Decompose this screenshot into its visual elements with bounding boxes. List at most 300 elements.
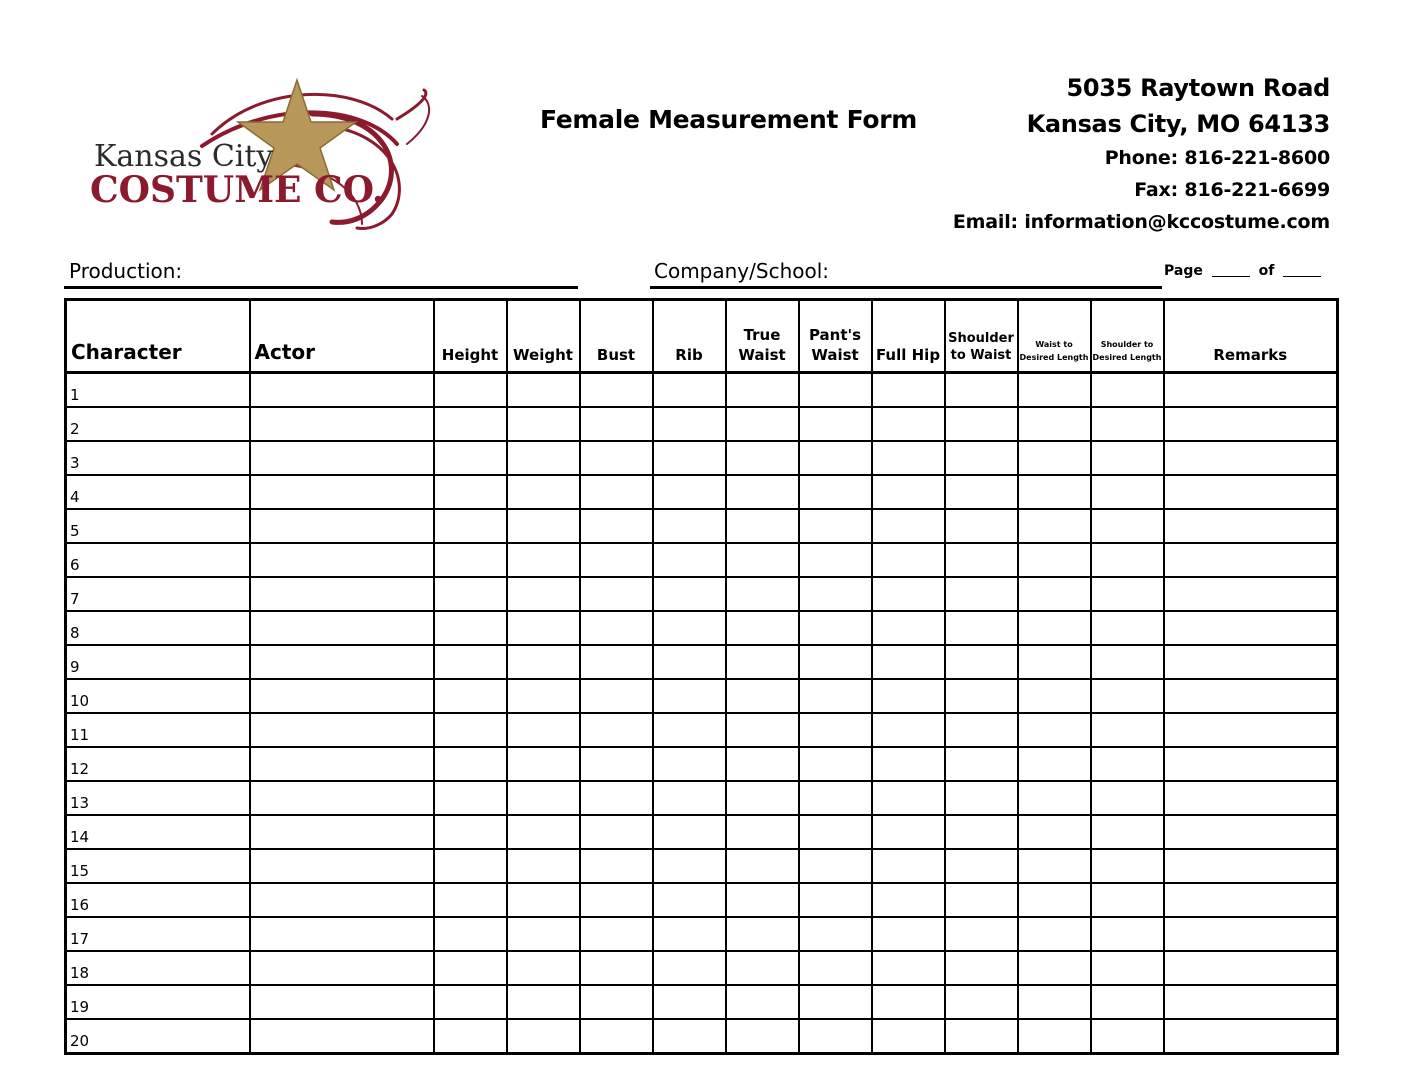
cell-character[interactable] xyxy=(66,781,250,815)
cell-rib[interactable] xyxy=(653,883,726,917)
cell-character[interactable] xyxy=(66,951,250,985)
cell-pants-waist[interactable] xyxy=(799,373,872,408)
cell-character[interactable] xyxy=(66,883,250,917)
table-row xyxy=(66,883,1338,917)
header-height: Height xyxy=(434,300,507,373)
cell-waist-to-desired-length[interactable] xyxy=(1018,645,1091,679)
cell-actor[interactable] xyxy=(250,849,434,883)
address-line1: 5035 Raytown Road xyxy=(1066,74,1330,102)
cell-full-hip[interactable] xyxy=(872,373,945,408)
header-waist-to-desired-length: Waist to Desired Length xyxy=(1018,300,1091,373)
cell-remarks[interactable] xyxy=(1164,577,1338,611)
cell-full-hip[interactable] xyxy=(872,611,945,645)
table-row xyxy=(66,747,1338,781)
cell-actor[interactable] xyxy=(250,883,434,917)
cell-character[interactable] xyxy=(66,509,250,543)
cell-shoulder-to-waist[interactable] xyxy=(945,781,1018,815)
company-school-label: Company/School: xyxy=(654,259,830,283)
cell-bust[interactable] xyxy=(580,679,653,713)
cell-shoulder-to-desired-length[interactable] xyxy=(1091,475,1164,509)
cell-remarks[interactable] xyxy=(1164,951,1338,985)
cell-actor[interactable] xyxy=(250,815,434,849)
cell-waist-to-desired-length[interactable] xyxy=(1018,509,1091,543)
cell-actor[interactable] xyxy=(250,373,434,408)
cell-character[interactable] xyxy=(66,849,250,883)
cell-pants-waist[interactable] xyxy=(799,1019,872,1054)
cell-full-hip[interactable] xyxy=(872,747,945,781)
cell-shoulder-to-desired-length[interactable] xyxy=(1091,917,1164,951)
row-number: 8 xyxy=(70,624,80,642)
cell-rib[interactable] xyxy=(653,849,726,883)
cell-pants-waist[interactable] xyxy=(799,849,872,883)
cell-weight[interactable] xyxy=(507,883,580,917)
cell-shoulder-to-waist[interactable] xyxy=(945,713,1018,747)
cell-bust[interactable] xyxy=(580,577,653,611)
row-number: 13 xyxy=(70,794,90,812)
cell-pants-waist[interactable] xyxy=(799,611,872,645)
cell-actor[interactable] xyxy=(250,1019,434,1054)
cell-true-waist[interactable] xyxy=(726,441,799,475)
cell-actor[interactable] xyxy=(250,781,434,815)
cell-full-hip[interactable] xyxy=(872,951,945,985)
cell-shoulder-to-desired-length[interactable] xyxy=(1091,713,1164,747)
cell-bust[interactable] xyxy=(580,815,653,849)
cell-character[interactable] xyxy=(66,713,250,747)
cell-bust[interactable] xyxy=(580,713,653,747)
cell-true-waist[interactable] xyxy=(726,509,799,543)
cell-pants-waist[interactable] xyxy=(799,781,872,815)
cell-height[interactable] xyxy=(434,849,507,883)
cell-shoulder-to-desired-length[interactable] xyxy=(1091,815,1164,849)
cell-shoulder-to-desired-length[interactable] xyxy=(1091,407,1164,441)
cell-true-waist[interactable] xyxy=(726,985,799,1019)
cell-true-waist[interactable] xyxy=(726,815,799,849)
cell-pants-waist[interactable] xyxy=(799,883,872,917)
cell-character[interactable] xyxy=(66,543,250,577)
cell-full-hip[interactable] xyxy=(872,645,945,679)
cell-height[interactable] xyxy=(434,747,507,781)
cell-shoulder-to-waist[interactable] xyxy=(945,611,1018,645)
cell-character[interactable] xyxy=(66,577,250,611)
page-total-blank[interactable] xyxy=(1283,276,1321,277)
cell-actor[interactable] xyxy=(250,951,434,985)
cell-true-waist[interactable] xyxy=(726,679,799,713)
cell-actor[interactable] xyxy=(250,407,434,441)
cell-height[interactable] xyxy=(434,441,507,475)
table-row xyxy=(66,917,1338,951)
cell-shoulder-to-desired-length[interactable] xyxy=(1091,509,1164,543)
cell-shoulder-to-waist[interactable] xyxy=(945,849,1018,883)
cell-pants-waist[interactable] xyxy=(799,985,872,1019)
cell-true-waist[interactable] xyxy=(726,645,799,679)
cell-actor[interactable] xyxy=(250,747,434,781)
cell-shoulder-to-waist[interactable] xyxy=(945,985,1018,1019)
cell-true-waist[interactable] xyxy=(726,917,799,951)
cell-shoulder-to-waist[interactable] xyxy=(945,475,1018,509)
cell-remarks[interactable] xyxy=(1164,815,1338,849)
cell-waist-to-desired-length[interactable] xyxy=(1018,543,1091,577)
cell-waist-to-desired-length[interactable] xyxy=(1018,713,1091,747)
cell-waist-to-desired-length[interactable] xyxy=(1018,781,1091,815)
table-row xyxy=(66,407,1338,441)
cell-height[interactable] xyxy=(434,475,507,509)
cell-shoulder-to-waist[interactable] xyxy=(945,815,1018,849)
company-school-field[interactable] xyxy=(650,286,1162,289)
cell-height[interactable] xyxy=(434,781,507,815)
cell-rib[interactable] xyxy=(653,815,726,849)
cell-pants-waist[interactable] xyxy=(799,645,872,679)
cell-shoulder-to-desired-length[interactable] xyxy=(1091,747,1164,781)
cell-full-hip[interactable] xyxy=(872,543,945,577)
cell-height[interactable] xyxy=(434,611,507,645)
cell-waist-to-desired-length[interactable] xyxy=(1018,441,1091,475)
cell-rib[interactable] xyxy=(653,373,726,408)
row-number: 19 xyxy=(70,998,90,1016)
cell-remarks[interactable] xyxy=(1164,747,1338,781)
cell-shoulder-to-desired-length[interactable] xyxy=(1091,373,1164,408)
table-header-row xyxy=(66,300,1338,373)
cell-bust[interactable] xyxy=(580,1019,653,1054)
cell-waist-to-desired-length[interactable] xyxy=(1018,883,1091,917)
cell-rib[interactable] xyxy=(653,475,726,509)
cell-bust[interactable] xyxy=(580,407,653,441)
row-number: 1 xyxy=(70,386,80,404)
cell-full-hip[interactable] xyxy=(872,577,945,611)
cell-height[interactable] xyxy=(434,951,507,985)
cell-height[interactable] xyxy=(434,883,507,917)
cell-height[interactable] xyxy=(434,713,507,747)
row-number: 12 xyxy=(70,760,90,778)
cell-pants-waist[interactable] xyxy=(799,475,872,509)
cell-weight[interactable] xyxy=(507,781,580,815)
cell-weight[interactable] xyxy=(507,917,580,951)
cell-remarks[interactable] xyxy=(1164,849,1338,883)
cell-height[interactable] xyxy=(434,985,507,1019)
table-row xyxy=(66,951,1338,985)
cell-shoulder-to-desired-length[interactable] xyxy=(1091,883,1164,917)
cell-rib[interactable] xyxy=(653,951,726,985)
cell-shoulder-to-desired-length[interactable] xyxy=(1091,781,1164,815)
cell-full-hip[interactable] xyxy=(872,679,945,713)
cell-height[interactable] xyxy=(434,373,507,408)
cell-remarks[interactable] xyxy=(1164,611,1338,645)
cell-waist-to-desired-length[interactable] xyxy=(1018,679,1091,713)
cell-true-waist[interactable] xyxy=(726,1019,799,1054)
cell-actor[interactable] xyxy=(250,713,434,747)
cell-weight[interactable] xyxy=(507,577,580,611)
row-number: 11 xyxy=(70,726,90,744)
cell-weight[interactable] xyxy=(507,475,580,509)
cell-shoulder-to-waist[interactable] xyxy=(945,951,1018,985)
cell-waist-to-desired-length[interactable] xyxy=(1018,373,1091,408)
cell-height[interactable] xyxy=(434,917,507,951)
cell-pants-waist[interactable] xyxy=(799,407,872,441)
cell-full-hip[interactable] xyxy=(872,1019,945,1054)
cell-bust[interactable] xyxy=(580,509,653,543)
cell-full-hip[interactable] xyxy=(872,815,945,849)
row-number: 18 xyxy=(70,964,90,982)
cell-rib[interactable] xyxy=(653,611,726,645)
cell-shoulder-to-waist[interactable] xyxy=(945,747,1018,781)
cell-weight[interactable] xyxy=(507,645,580,679)
cell-actor[interactable] xyxy=(250,645,434,679)
cell-shoulder-to-waist[interactable] xyxy=(945,407,1018,441)
cell-character[interactable] xyxy=(66,1019,250,1054)
cell-waist-to-desired-length[interactable] xyxy=(1018,985,1091,1019)
cell-weight[interactable] xyxy=(507,509,580,543)
row-number: 20 xyxy=(70,1032,90,1050)
table-row xyxy=(66,679,1338,713)
cell-weight[interactable] xyxy=(507,849,580,883)
cell-weight[interactable] xyxy=(507,815,580,849)
table-row xyxy=(66,1019,1338,1054)
cell-true-waist[interactable] xyxy=(726,543,799,577)
cell-full-hip[interactable] xyxy=(872,781,945,815)
cell-shoulder-to-waist[interactable] xyxy=(945,679,1018,713)
cell-pants-waist[interactable] xyxy=(799,509,872,543)
row-number: 6 xyxy=(70,556,80,574)
cell-waist-to-desired-length[interactable] xyxy=(1018,407,1091,441)
cell-rib[interactable] xyxy=(653,713,726,747)
cell-bust[interactable] xyxy=(580,373,653,408)
cell-remarks[interactable] xyxy=(1164,373,1338,408)
cell-true-waist[interactable] xyxy=(726,747,799,781)
cell-character[interactable] xyxy=(66,815,250,849)
table-row xyxy=(66,475,1338,509)
cell-shoulder-to-waist[interactable] xyxy=(945,883,1018,917)
cell-pants-waist[interactable] xyxy=(799,543,872,577)
cell-remarks[interactable] xyxy=(1164,475,1338,509)
cell-character[interactable] xyxy=(66,645,250,679)
table-row xyxy=(66,373,1338,408)
cell-character[interactable] xyxy=(66,611,250,645)
contact-block xyxy=(953,70,1330,238)
cell-pants-waist[interactable] xyxy=(799,747,872,781)
cell-remarks[interactable] xyxy=(1164,645,1338,679)
cell-remarks[interactable] xyxy=(1164,679,1338,713)
cell-bust[interactable] xyxy=(580,441,653,475)
table-row xyxy=(66,543,1338,577)
cell-character[interactable] xyxy=(66,985,250,1019)
cell-rib[interactable] xyxy=(653,509,726,543)
cell-full-hip[interactable] xyxy=(872,883,945,917)
cell-true-waist[interactable] xyxy=(726,781,799,815)
cell-weight[interactable] xyxy=(507,441,580,475)
cell-pants-waist[interactable] xyxy=(799,917,872,951)
cell-true-waist[interactable] xyxy=(726,713,799,747)
cell-waist-to-desired-length[interactable] xyxy=(1018,475,1091,509)
cell-remarks[interactable] xyxy=(1164,509,1338,543)
cell-shoulder-to-waist[interactable] xyxy=(945,509,1018,543)
cell-height[interactable] xyxy=(434,509,507,543)
cell-pants-waist[interactable] xyxy=(799,679,872,713)
cell-actor[interactable] xyxy=(250,543,434,577)
cell-height[interactable] xyxy=(434,407,507,441)
header-actor: Actor xyxy=(250,300,434,373)
header-pants-waist: Pant's Waist xyxy=(799,300,872,373)
cell-shoulder-to-desired-length[interactable] xyxy=(1091,441,1164,475)
cell-true-waist[interactable] xyxy=(726,373,799,408)
cell-actor[interactable] xyxy=(250,475,434,509)
cell-remarks[interactable] xyxy=(1164,917,1338,951)
company-logo xyxy=(62,74,434,232)
cell-waist-to-desired-length[interactable] xyxy=(1018,917,1091,951)
cell-weight[interactable] xyxy=(507,611,580,645)
cell-weight[interactable] xyxy=(507,747,580,781)
cell-bust[interactable] xyxy=(580,611,653,645)
cell-actor[interactable] xyxy=(250,985,434,1019)
cell-shoulder-to-desired-length[interactable] xyxy=(1091,849,1164,883)
cell-shoulder-to-waist[interactable] xyxy=(945,645,1018,679)
cell-rib[interactable] xyxy=(653,543,726,577)
cell-character[interactable] xyxy=(66,679,250,713)
cell-rib[interactable] xyxy=(653,781,726,815)
cell-pants-waist[interactable] xyxy=(799,951,872,985)
cell-waist-to-desired-length[interactable] xyxy=(1018,611,1091,645)
cell-waist-to-desired-length[interactable] xyxy=(1018,747,1091,781)
cell-full-hip[interactable] xyxy=(872,985,945,1019)
cell-true-waist[interactable] xyxy=(726,849,799,883)
cell-bust[interactable] xyxy=(580,951,653,985)
cell-actor[interactable] xyxy=(250,679,434,713)
cell-rib[interactable] xyxy=(653,985,726,1019)
cell-remarks[interactable] xyxy=(1164,883,1338,917)
cell-character[interactable] xyxy=(66,917,250,951)
cell-shoulder-to-desired-length[interactable] xyxy=(1091,1019,1164,1054)
cell-remarks[interactable] xyxy=(1164,407,1338,441)
cell-full-hip[interactable] xyxy=(872,917,945,951)
cell-rib[interactable] xyxy=(653,441,726,475)
cell-bust[interactable] xyxy=(580,985,653,1019)
cell-true-waist[interactable] xyxy=(726,577,799,611)
cell-bust[interactable] xyxy=(580,917,653,951)
cell-weight[interactable] xyxy=(507,951,580,985)
cell-bust[interactable] xyxy=(580,781,653,815)
cell-weight[interactable] xyxy=(507,373,580,408)
cell-shoulder-to-desired-length[interactable] xyxy=(1091,611,1164,645)
cell-rib[interactable] xyxy=(653,577,726,611)
cell-weight[interactable] xyxy=(507,543,580,577)
logo-line2: COSTUME CO. xyxy=(90,169,385,211)
cell-actor[interactable] xyxy=(250,577,434,611)
cell-actor[interactable] xyxy=(250,509,434,543)
table-body xyxy=(66,373,1338,1054)
cell-waist-to-desired-length[interactable] xyxy=(1018,815,1091,849)
cell-height[interactable] xyxy=(434,1019,507,1054)
cell-full-hip[interactable] xyxy=(872,475,945,509)
cell-bust[interactable] xyxy=(580,747,653,781)
page-number-blank[interactable] xyxy=(1212,276,1250,277)
email-text: Email: information@kccostume.com xyxy=(952,211,1330,233)
cell-true-waist[interactable] xyxy=(726,951,799,985)
header-bust: Bust xyxy=(580,300,653,373)
cell-full-hip[interactable] xyxy=(872,509,945,543)
cell-shoulder-to-desired-length[interactable] xyxy=(1091,543,1164,577)
cell-full-hip[interactable] xyxy=(872,441,945,475)
cell-true-waist[interactable] xyxy=(726,611,799,645)
cell-bust[interactable] xyxy=(580,645,653,679)
cell-actor[interactable] xyxy=(250,441,434,475)
cell-remarks[interactable] xyxy=(1164,1019,1338,1054)
cell-waist-to-desired-length[interactable] xyxy=(1018,577,1091,611)
cell-remarks[interactable] xyxy=(1164,781,1338,815)
cell-remarks[interactable] xyxy=(1164,713,1338,747)
cell-pants-waist[interactable] xyxy=(799,713,872,747)
cell-pants-waist[interactable] xyxy=(799,577,872,611)
cell-remarks[interactable] xyxy=(1164,441,1338,475)
cell-height[interactable] xyxy=(434,543,507,577)
cell-remarks[interactable] xyxy=(1164,543,1338,577)
row-number: 16 xyxy=(70,896,90,914)
row-number: 7 xyxy=(70,590,80,608)
cell-character[interactable] xyxy=(66,475,250,509)
cell-true-waist[interactable] xyxy=(726,475,799,509)
cell-shoulder-to-waist[interactable] xyxy=(945,373,1018,408)
cell-shoulder-to-waist[interactable] xyxy=(945,1019,1018,1054)
cell-character[interactable] xyxy=(66,373,250,408)
cell-shoulder-to-waist[interactable] xyxy=(945,543,1018,577)
cell-actor[interactable] xyxy=(250,917,434,951)
cell-shoulder-to-desired-length[interactable] xyxy=(1091,951,1164,985)
cell-height[interactable] xyxy=(434,645,507,679)
cell-bust[interactable] xyxy=(580,475,653,509)
cell-rib[interactable] xyxy=(653,1019,726,1054)
cell-height[interactable] xyxy=(434,679,507,713)
cell-character[interactable] xyxy=(66,407,250,441)
cell-shoulder-to-waist[interactable] xyxy=(945,577,1018,611)
cell-height[interactable] xyxy=(434,815,507,849)
cell-character[interactable] xyxy=(66,441,250,475)
page-label: Page xyxy=(1164,263,1203,279)
cell-pants-waist[interactable] xyxy=(799,441,872,475)
cell-true-waist[interactable] xyxy=(726,407,799,441)
cell-weight[interactable] xyxy=(507,679,580,713)
cell-rib[interactable] xyxy=(653,407,726,441)
cell-weight[interactable] xyxy=(507,407,580,441)
cell-weight[interactable] xyxy=(507,985,580,1019)
cell-weight[interactable] xyxy=(507,1019,580,1054)
cell-waist-to-desired-length[interactable] xyxy=(1018,849,1091,883)
cell-true-waist[interactable] xyxy=(726,883,799,917)
cell-bust[interactable] xyxy=(580,883,653,917)
cell-full-hip[interactable] xyxy=(872,713,945,747)
cell-full-hip[interactable] xyxy=(872,407,945,441)
cell-pants-waist[interactable] xyxy=(799,815,872,849)
cell-shoulder-to-desired-length[interactable] xyxy=(1091,985,1164,1019)
production-field[interactable] xyxy=(64,286,578,289)
cell-rib[interactable] xyxy=(653,747,726,781)
cell-bust[interactable] xyxy=(580,849,653,883)
cell-remarks[interactable] xyxy=(1164,985,1338,1019)
cell-character[interactable] xyxy=(66,747,250,781)
cell-rib[interactable] xyxy=(653,679,726,713)
cell-rib[interactable] xyxy=(653,645,726,679)
cell-full-hip[interactable] xyxy=(872,849,945,883)
cell-shoulder-to-waist[interactable] xyxy=(945,917,1018,951)
cell-shoulder-to-desired-length[interactable] xyxy=(1091,679,1164,713)
cell-shoulder-to-desired-length[interactable] xyxy=(1091,645,1164,679)
cell-bust[interactable] xyxy=(580,543,653,577)
cell-shoulder-to-waist[interactable] xyxy=(945,441,1018,475)
cell-waist-to-desired-length[interactable] xyxy=(1018,1019,1091,1054)
cell-actor[interactable] xyxy=(250,611,434,645)
cell-rib[interactable] xyxy=(653,917,726,951)
row-number: 3 xyxy=(70,454,80,472)
cell-height[interactable] xyxy=(434,577,507,611)
cell-shoulder-to-desired-length[interactable] xyxy=(1091,577,1164,611)
cell-waist-to-desired-length[interactable] xyxy=(1018,951,1091,985)
cell-weight[interactable] xyxy=(507,713,580,747)
